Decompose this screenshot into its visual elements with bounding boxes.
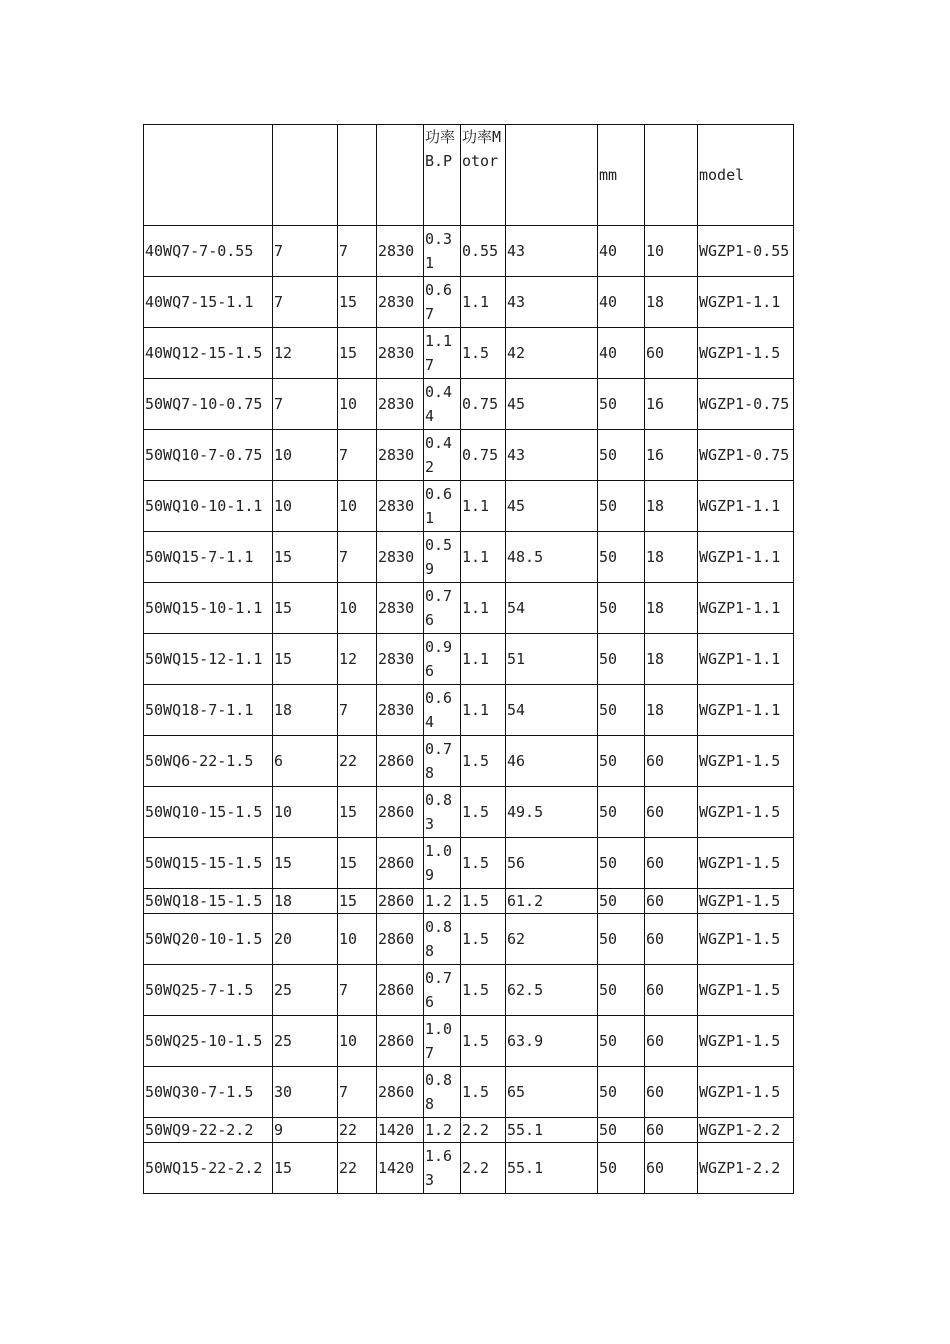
table-row xyxy=(144,685,794,736)
cell-outlet-diameter: 50 xyxy=(598,914,645,965)
table-row xyxy=(144,481,794,532)
cell-shaft-power: 1.2 xyxy=(424,1118,461,1143)
cell-shaft-power: 1.17 xyxy=(424,328,461,379)
cell-motor-power: 1.1 xyxy=(461,481,506,532)
table-row xyxy=(144,1016,794,1067)
table-row xyxy=(144,379,794,430)
header-cell-flow xyxy=(273,125,338,226)
cell-efficiency: 54 xyxy=(506,583,598,634)
cell-model: 50WQ15-10-1.1 xyxy=(144,583,273,634)
cell-head: 7 xyxy=(338,430,377,481)
cell-weight: 16 xyxy=(645,430,698,481)
cell-motor-power: 1.5 xyxy=(461,736,506,787)
cell-outlet-diameter: 50 xyxy=(598,430,645,481)
cell-efficiency: 45 xyxy=(506,379,598,430)
cell-outlet-diameter: 50 xyxy=(598,838,645,889)
table-row xyxy=(144,736,794,787)
header-cell-head xyxy=(338,125,377,226)
cell-motor-power: 1.5 xyxy=(461,889,506,914)
cell-head: 7 xyxy=(338,965,377,1016)
cell-shaft-power: 0.44 xyxy=(424,379,461,430)
cell-coupling-model: WGZP1-1.5 xyxy=(698,838,794,889)
cell-efficiency: 54 xyxy=(506,685,598,736)
cell-flow: 30 xyxy=(273,1067,338,1118)
cell-outlet-diameter: 50 xyxy=(598,965,645,1016)
cell-outlet-diameter: 40 xyxy=(598,277,645,328)
cell-coupling-model: WGZP1-2.2 xyxy=(698,1118,794,1143)
cell-coupling-model: WGZP1-1.5 xyxy=(698,736,794,787)
cell-outlet-diameter: 50 xyxy=(598,532,645,583)
cell-shaft-power: 0.78 xyxy=(424,736,461,787)
cell-weight: 60 xyxy=(645,914,698,965)
cell-motor-power: 1.5 xyxy=(461,1016,506,1067)
cell-coupling-model: WGZP1-0.55 xyxy=(698,226,794,277)
cell-flow: 6 xyxy=(273,736,338,787)
header-cell-motor-power: 功率Motor xyxy=(461,125,506,226)
table-row xyxy=(144,583,794,634)
cell-efficiency: 49.5 xyxy=(506,787,598,838)
cell-outlet-diameter: 50 xyxy=(598,481,645,532)
cell-outlet-diameter: 50 xyxy=(598,736,645,787)
cell-model: 40WQ7-15-1.1 xyxy=(144,277,273,328)
cell-outlet-diameter: 50 xyxy=(598,379,645,430)
cell-model: 50WQ10-15-1.5 xyxy=(144,787,273,838)
cell-model: 50WQ20-10-1.5 xyxy=(144,914,273,965)
cell-shaft-power: 0.42 xyxy=(424,430,461,481)
cell-head: 15 xyxy=(338,277,377,328)
cell-shaft-power: 0.76 xyxy=(424,965,461,1016)
cell-flow: 15 xyxy=(273,838,338,889)
cell-speed: 2860 xyxy=(377,1016,424,1067)
header-cell-coupling-model: model xyxy=(698,125,794,226)
cell-model: 40WQ7-7-0.55 xyxy=(144,226,273,277)
cell-shaft-power: 0.59 xyxy=(424,532,461,583)
cell-weight: 60 xyxy=(645,1143,698,1194)
cell-outlet-diameter: 40 xyxy=(598,226,645,277)
cell-head: 15 xyxy=(338,328,377,379)
table-row xyxy=(144,277,794,328)
cell-motor-power: 2.2 xyxy=(461,1118,506,1143)
cell-motor-power: 1.5 xyxy=(461,914,506,965)
cell-speed: 2830 xyxy=(377,583,424,634)
cell-motor-power: 0.75 xyxy=(461,379,506,430)
table-row xyxy=(144,889,794,914)
cell-efficiency: 43 xyxy=(506,277,598,328)
cell-head: 22 xyxy=(338,1143,377,1194)
cell-head: 7 xyxy=(338,226,377,277)
table-row xyxy=(144,1118,794,1143)
cell-weight: 60 xyxy=(645,838,698,889)
cell-shaft-power: 1.07 xyxy=(424,1016,461,1067)
cell-efficiency: 46 xyxy=(506,736,598,787)
header-cell-outlet-diameter: mm xyxy=(598,125,645,226)
cell-model: 50WQ18-15-1.5 xyxy=(144,889,273,914)
cell-head: 12 xyxy=(338,634,377,685)
cell-flow: 7 xyxy=(273,379,338,430)
cell-weight: 60 xyxy=(645,1016,698,1067)
cell-efficiency: 51 xyxy=(506,634,598,685)
cell-efficiency: 43 xyxy=(506,430,598,481)
cell-head: 10 xyxy=(338,481,377,532)
cell-head: 22 xyxy=(338,1118,377,1143)
cell-motor-power: 0.55 xyxy=(461,226,506,277)
cell-speed: 2860 xyxy=(377,838,424,889)
cell-speed: 2830 xyxy=(377,277,424,328)
cell-speed: 2860 xyxy=(377,787,424,838)
cell-speed: 2830 xyxy=(377,532,424,583)
table-row xyxy=(144,965,794,1016)
cell-shaft-power: 0.83 xyxy=(424,787,461,838)
cell-efficiency: 48.5 xyxy=(506,532,598,583)
cell-shaft-power: 0.31 xyxy=(424,226,461,277)
cell-weight: 60 xyxy=(645,965,698,1016)
cell-weight: 60 xyxy=(645,787,698,838)
cell-weight: 60 xyxy=(645,328,698,379)
cell-outlet-diameter: 50 xyxy=(598,634,645,685)
cell-flow: 15 xyxy=(273,634,338,685)
cell-flow: 25 xyxy=(273,1016,338,1067)
cell-head: 15 xyxy=(338,787,377,838)
cell-speed: 2830 xyxy=(377,634,424,685)
cell-shaft-power: 0.88 xyxy=(424,1067,461,1118)
cell-shaft-power: 1.09 xyxy=(424,838,461,889)
cell-model: 50WQ30-7-1.5 xyxy=(144,1067,273,1118)
cell-speed: 2830 xyxy=(377,481,424,532)
cell-efficiency: 56 xyxy=(506,838,598,889)
cell-weight: 18 xyxy=(645,277,698,328)
cell-motor-power: 1.5 xyxy=(461,838,506,889)
cell-shaft-power: 0.61 xyxy=(424,481,461,532)
table-row xyxy=(144,1067,794,1118)
table-row xyxy=(144,634,794,685)
cell-model: 50WQ15-7-1.1 xyxy=(144,532,273,583)
cell-outlet-diameter: 50 xyxy=(598,1143,645,1194)
cell-coupling-model: WGZP1-0.75 xyxy=(698,430,794,481)
cell-outlet-diameter: 50 xyxy=(598,685,645,736)
cell-efficiency: 62 xyxy=(506,914,598,965)
cell-flow: 10 xyxy=(273,481,338,532)
table-body xyxy=(144,125,794,1194)
cell-speed: 2860 xyxy=(377,965,424,1016)
table-row xyxy=(144,838,794,889)
header-cell-speed xyxy=(377,125,424,226)
cell-efficiency: 45 xyxy=(506,481,598,532)
cell-flow: 7 xyxy=(273,226,338,277)
cell-motor-power: 1.1 xyxy=(461,532,506,583)
cell-coupling-model: WGZP1-1.5 xyxy=(698,889,794,914)
cell-head: 7 xyxy=(338,532,377,583)
cell-coupling-model: WGZP1-1.1 xyxy=(698,481,794,532)
cell-motor-power: 1.5 xyxy=(461,965,506,1016)
cell-head: 10 xyxy=(338,379,377,430)
cell-efficiency: 55.1 xyxy=(506,1118,598,1143)
cell-outlet-diameter: 40 xyxy=(598,328,645,379)
cell-coupling-model: WGZP1-1.5 xyxy=(698,914,794,965)
cell-speed: 2860 xyxy=(377,914,424,965)
cell-flow: 20 xyxy=(273,914,338,965)
cell-outlet-diameter: 50 xyxy=(598,583,645,634)
cell-head: 10 xyxy=(338,914,377,965)
cell-outlet-diameter: 50 xyxy=(598,1016,645,1067)
cell-flow: 18 xyxy=(273,685,338,736)
cell-shaft-power: 0.64 xyxy=(424,685,461,736)
cell-head: 22 xyxy=(338,736,377,787)
cell-flow: 15 xyxy=(273,583,338,634)
cell-coupling-model: WGZP1-1.5 xyxy=(698,787,794,838)
header-cell-shaft-power: 功率B.P xyxy=(424,125,461,226)
cell-flow: 10 xyxy=(273,787,338,838)
cell-weight: 60 xyxy=(645,1067,698,1118)
cell-flow: 7 xyxy=(273,277,338,328)
cell-motor-power: 1.1 xyxy=(461,685,506,736)
cell-model: 50WQ10-10-1.1 xyxy=(144,481,273,532)
cell-efficiency: 61.2 xyxy=(506,889,598,914)
table-row xyxy=(144,430,794,481)
cell-shaft-power: 1.2 xyxy=(424,889,461,914)
cell-head: 7 xyxy=(338,1067,377,1118)
cell-coupling-model: WGZP1-1.5 xyxy=(698,965,794,1016)
cell-flow: 9 xyxy=(273,1118,338,1143)
cell-flow: 12 xyxy=(273,328,338,379)
cell-weight: 18 xyxy=(645,532,698,583)
cell-coupling-model: WGZP1-0.75 xyxy=(698,379,794,430)
cell-coupling-model: WGZP1-1.1 xyxy=(698,583,794,634)
header-cell-efficiency xyxy=(506,125,598,226)
cell-motor-power: 1.1 xyxy=(461,277,506,328)
cell-motor-power: 0.75 xyxy=(461,430,506,481)
cell-model: 50WQ15-15-1.5 xyxy=(144,838,273,889)
header-cell-model xyxy=(144,125,273,226)
cell-model: 50WQ6-22-1.5 xyxy=(144,736,273,787)
cell-coupling-model: WGZP1-1.1 xyxy=(698,685,794,736)
cell-speed: 1420 xyxy=(377,1118,424,1143)
cell-head: 10 xyxy=(338,1016,377,1067)
cell-motor-power: 1.5 xyxy=(461,328,506,379)
cell-weight: 18 xyxy=(645,685,698,736)
cell-weight: 10 xyxy=(645,226,698,277)
cell-efficiency: 62.5 xyxy=(506,965,598,1016)
cell-motor-power: 1.1 xyxy=(461,583,506,634)
cell-speed: 2830 xyxy=(377,226,424,277)
cell-head: 15 xyxy=(338,838,377,889)
cell-weight: 60 xyxy=(645,889,698,914)
cell-speed: 2860 xyxy=(377,889,424,914)
table-row xyxy=(144,787,794,838)
cell-coupling-model: WGZP1-1.5 xyxy=(698,1016,794,1067)
cell-shaft-power: 0.67 xyxy=(424,277,461,328)
cell-weight: 16 xyxy=(645,379,698,430)
cell-motor-power: 1.1 xyxy=(461,634,506,685)
cell-coupling-model: WGZP1-1.5 xyxy=(698,1067,794,1118)
cell-shaft-power: 0.88 xyxy=(424,914,461,965)
cell-speed: 2830 xyxy=(377,328,424,379)
cell-shaft-power: 1.63 xyxy=(424,1143,461,1194)
cell-efficiency: 55.1 xyxy=(506,1143,598,1194)
cell-head: 7 xyxy=(338,685,377,736)
cell-model: 50WQ7-10-0.75 xyxy=(144,379,273,430)
cell-weight: 60 xyxy=(645,736,698,787)
cell-motor-power: 2.2 xyxy=(461,1143,506,1194)
header-row xyxy=(144,125,794,226)
cell-speed: 2830 xyxy=(377,430,424,481)
cell-model: 50WQ15-12-1.1 xyxy=(144,634,273,685)
cell-speed: 2830 xyxy=(377,379,424,430)
cell-outlet-diameter: 50 xyxy=(598,1118,645,1143)
cell-outlet-diameter: 50 xyxy=(598,889,645,914)
cell-weight: 18 xyxy=(645,583,698,634)
cell-flow: 18 xyxy=(273,889,338,914)
pump-spec-table xyxy=(143,124,794,1194)
cell-shaft-power: 0.76 xyxy=(424,583,461,634)
cell-head: 15 xyxy=(338,889,377,914)
cell-coupling-model: WGZP1-1.1 xyxy=(698,277,794,328)
header-cell-weight xyxy=(645,125,698,226)
cell-model: 50WQ10-7-0.75 xyxy=(144,430,273,481)
cell-model: 50WQ25-10-1.5 xyxy=(144,1016,273,1067)
cell-efficiency: 43 xyxy=(506,226,598,277)
table-row xyxy=(144,1143,794,1194)
cell-speed: 2860 xyxy=(377,1067,424,1118)
cell-flow: 25 xyxy=(273,965,338,1016)
cell-speed: 2830 xyxy=(377,685,424,736)
cell-coupling-model: WGZP1-1.1 xyxy=(698,532,794,583)
table-row xyxy=(144,226,794,277)
cell-flow: 15 xyxy=(273,1143,338,1194)
cell-outlet-diameter: 50 xyxy=(598,787,645,838)
table-row xyxy=(144,914,794,965)
cell-weight: 60 xyxy=(645,1118,698,1143)
cell-speed: 1420 xyxy=(377,1143,424,1194)
cell-efficiency: 42 xyxy=(506,328,598,379)
cell-flow: 15 xyxy=(273,532,338,583)
cell-coupling-model: WGZP1-2.2 xyxy=(698,1143,794,1194)
cell-flow: 10 xyxy=(273,430,338,481)
cell-coupling-model: WGZP1-1.5 xyxy=(698,328,794,379)
table-row xyxy=(144,532,794,583)
cell-model: 50WQ18-7-1.1 xyxy=(144,685,273,736)
cell-model: 50WQ15-22-2.2 xyxy=(144,1143,273,1194)
cell-coupling-model: WGZP1-1.1 xyxy=(698,634,794,685)
cell-model: 50WQ9-22-2.2 xyxy=(144,1118,273,1143)
cell-motor-power: 1.5 xyxy=(461,787,506,838)
cell-efficiency: 65 xyxy=(506,1067,598,1118)
cell-weight: 18 xyxy=(645,481,698,532)
cell-shaft-power: 0.96 xyxy=(424,634,461,685)
cell-motor-power: 1.5 xyxy=(461,1067,506,1118)
table-row xyxy=(144,328,794,379)
cell-model: 50WQ25-7-1.5 xyxy=(144,965,273,1016)
cell-head: 10 xyxy=(338,583,377,634)
cell-weight: 18 xyxy=(645,634,698,685)
cell-model: 40WQ12-15-1.5 xyxy=(144,328,273,379)
cell-speed: 2860 xyxy=(377,736,424,787)
cell-efficiency: 63.9 xyxy=(506,1016,598,1067)
cell-outlet-diameter: 50 xyxy=(598,1067,645,1118)
